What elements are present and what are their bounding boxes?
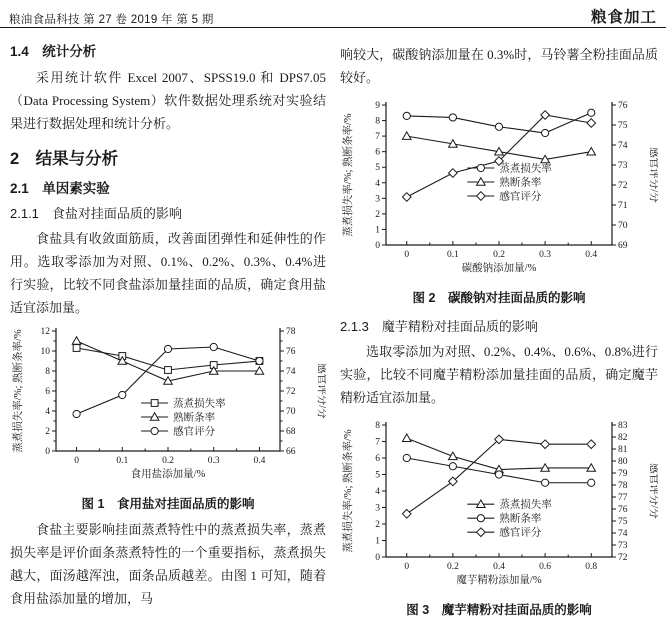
heading-2-1: 2.1 单因素实验 [10,181,110,196]
svg-text:3: 3 [375,194,380,205]
svg-text:7: 7 [375,132,380,143]
svg-text:熟断条率: 熟断条率 [173,412,216,424]
svg-text:0.4: 0.4 [585,250,598,260]
heading-1-4: 1.4 统计分析 [10,44,97,59]
svg-text:5: 5 [375,470,380,481]
svg-text:0: 0 [375,553,380,563]
svg-text:76: 76 [286,347,296,357]
svg-text:感官评分: 感官评分 [499,191,542,203]
svg-text:8: 8 [45,367,50,377]
svg-text:感官评分/分: 感官评分/分 [648,463,658,519]
svg-text:74: 74 [286,367,296,377]
figure-1-caption: 图 1 食用盐对挂面品质的影响 [81,497,255,511]
svg-text:82: 82 [618,433,628,443]
svg-text:72: 72 [618,181,628,191]
paragraph-statistics: 采用统计软件 Excel 2007、SPSS19.0 和 DPS7.05（Data Processing System）软件数据处理系统对实验结果进行数据处理和统计分析。 [10,70,326,131]
svg-text:74: 74 [618,529,628,539]
svg-text:6: 6 [375,147,380,158]
heading-2: 2 结果与分析 [10,150,119,168]
figure-3-caption: 图 3 魔芋精粉对挂面品质的影响 [406,603,592,617]
svg-text:75: 75 [618,121,628,131]
svg-text:蒸煮损失率: 蒸煮损失率 [499,163,552,175]
svg-text:0.8: 0.8 [585,562,598,572]
left-column [10,33,326,610]
svg-text:2: 2 [45,427,50,437]
svg-text:1: 1 [375,225,380,236]
svg-text:4: 4 [45,407,50,417]
svg-text:0.1: 0.1 [116,456,129,466]
svg-text:72: 72 [286,387,296,397]
svg-text:蒸煮损失率: 蒸煮损失率 [499,499,552,511]
svg-text:魔芋精粉添加量/%: 魔芋精粉添加量/% [456,575,542,586]
svg-text:8: 8 [375,116,380,127]
svg-text:74: 74 [618,141,628,151]
paragraph-salt-intro: 食盐具有收敛面筋质，改善面团弹性和延伸性的作用。选取零添加为对照、0.1%、0.2%、0.3%、0.4%进行实验，比较不同食盐添加量挂面的品质，确定食用盐适宜添加量。 [10,231,326,315]
svg-text:10: 10 [40,347,50,357]
right-column [340,33,658,621]
svg-text:0.1: 0.1 [446,250,459,260]
svg-text:5: 5 [375,163,380,174]
svg-text:70: 70 [286,407,296,417]
svg-text:感官评分/分: 感官评分/分 [648,147,658,203]
svg-text:69: 69 [618,241,628,251]
svg-text:0: 0 [375,241,380,251]
svg-text:0.2: 0.2 [493,250,505,260]
heading-2-1-1: 2.1.1 食盐对挂面品质的影响 [10,206,182,221]
svg-text:8: 8 [375,421,380,431]
svg-text:77: 77 [618,493,628,503]
svg-text:73: 73 [618,541,628,551]
paragraph-salt-discussion: 食盐主要影响挂面蒸煮特性中的蒸煮损失率，蒸煮损失率是评价面条蒸煮特性的一个重要指标，蒸煮损失越大，面汤越浑浊，面条品质越差。由图 1 可知，随着食用盐添加量的增加，马 [10,522,326,606]
svg-text:66: 66 [286,447,296,457]
svg-text:80: 80 [618,457,628,467]
svg-text:4: 4 [375,178,380,189]
svg-text:感官评分: 感官评分 [173,426,216,438]
svg-text:6: 6 [375,454,380,464]
svg-text:73: 73 [618,161,628,171]
figure-2 [340,95,658,306]
heading-2-1-3: 2.1.3 魔芋精粉对挂面品质的影响 [340,319,538,334]
section-label: 粮食加工 [590,9,657,26]
svg-text:0.4: 0.4 [493,562,505,572]
svg-text:76: 76 [618,505,628,515]
svg-text:0.2: 0.2 [446,562,459,572]
svg-text:0.3: 0.3 [207,456,220,466]
svg-text:2: 2 [375,209,380,220]
svg-text:感官评分/分: 感官评分/分 [316,363,326,419]
svg-text:75: 75 [618,517,628,527]
svg-text:食用盐添加量/%: 食用盐添加量/% [130,469,206,480]
svg-text:0: 0 [404,562,410,572]
header-rule [0,27,666,28]
svg-text:3: 3 [375,503,380,514]
line-chart-figure-1 [10,321,326,487]
svg-text:72: 72 [618,553,628,563]
svg-text:12: 12 [40,327,50,337]
svg-text:78: 78 [286,327,296,337]
page-header [9,5,657,27]
svg-text:熟断条率: 熟断条率 [499,513,542,525]
figure-2-caption: 图 2 碳酸钠对挂面品质的影响 [412,291,586,305]
paragraph-continuation: 响较大，碳酸钠添加量在 0.3%时，马铃薯全粉挂面品质较好。 [340,47,658,85]
svg-text:76: 76 [618,101,628,111]
figure-3 [340,415,658,618]
svg-text:0: 0 [404,250,410,260]
line-chart-figure-2 [340,95,658,281]
svg-text:7: 7 [375,437,380,448]
svg-text:0.3: 0.3 [539,250,552,260]
svg-text:0.2: 0.2 [162,456,174,466]
svg-text:0.6: 0.6 [539,562,552,572]
svg-text:蒸煮损失率/%; 熟断条率/%: 蒸煮损失率/%; 熟断条率/% [343,429,354,553]
svg-text:1: 1 [375,536,380,547]
svg-text:2: 2 [375,520,380,530]
svg-text:0: 0 [74,456,79,466]
svg-text:蒸煮损失率/%; 熟断条率/%: 蒸煮损失率/%; 熟断条率/% [13,329,24,453]
journal-info: 粮油食品科技 第 27 卷 2019 年 第 5 期 [9,14,214,26]
svg-text:70: 70 [618,221,628,231]
svg-text:9: 9 [375,101,380,111]
svg-text:4: 4 [375,487,380,497]
figure-1 [10,321,326,512]
svg-text:熟断条率: 熟断条率 [499,177,542,189]
svg-text:68: 68 [286,427,296,437]
svg-text:78: 78 [618,481,628,491]
svg-text:0.4: 0.4 [253,456,266,466]
svg-text:感官评分: 感官评分 [499,527,542,539]
svg-text:83: 83 [618,421,628,431]
line-chart-figure-3 [340,415,658,593]
svg-text:0: 0 [45,447,50,457]
svg-text:6: 6 [45,387,50,397]
svg-text:碳酸钠添加量/%: 碳酸钠添加量/% [461,263,537,274]
svg-text:81: 81 [618,445,628,455]
svg-text:蒸煮损失率/%; 熟断条率/%: 蒸煮损失率/%; 熟断条率/% [343,113,354,237]
svg-text:71: 71 [618,201,628,211]
svg-text:蒸煮损失率: 蒸煮损失率 [173,398,226,410]
paragraph-konjac-intro: 选取零添加为对照、0.2%、0.4%、0.6%、0.8%进行实验，比较不同魔芋精粉添加量挂面的品质，确定魔芋精粉适宜添加量。 [340,344,658,405]
svg-text:79: 79 [618,469,628,479]
